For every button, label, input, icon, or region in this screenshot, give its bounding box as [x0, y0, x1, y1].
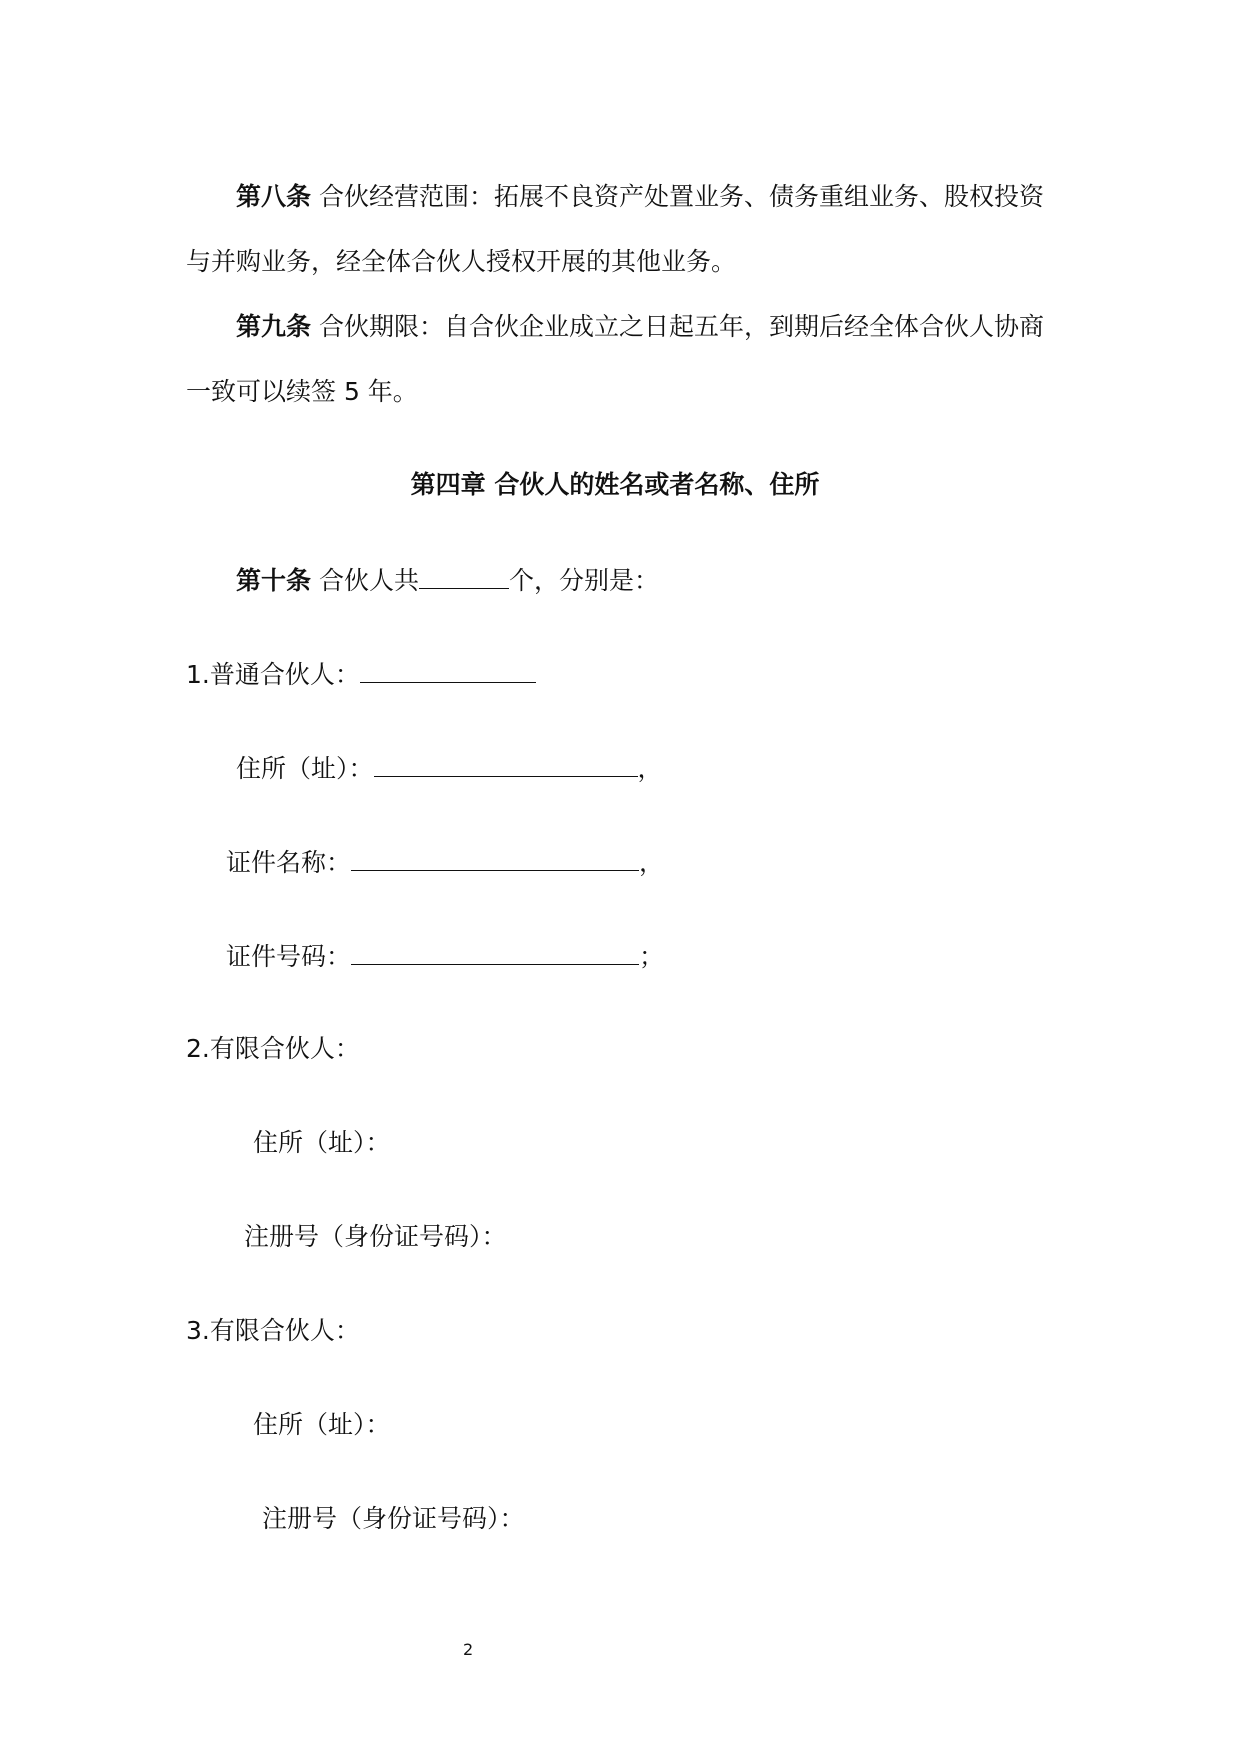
partner-1-id-number-suffix: ； [639, 942, 665, 971]
partner-count-blank [419, 562, 509, 589]
partner-3-heading: 3.有限合伙人： [186, 1316, 360, 1345]
page-number: 2 [463, 1640, 474, 1659]
article-8-text-1: 合伙经营范围：拓展不良资产处置业务、债务重组业务、股权投资 [318, 182, 1044, 211]
article-9-text-1: 合伙期限：自合伙企业成立之日起五年，到期后经全体合伙人协商 [318, 312, 1044, 341]
article-8-line-2: 与并购业务，经全体合伙人授权开展的其他业务。 [186, 247, 737, 276]
article-10-text-before: 合伙人共 [318, 566, 419, 595]
partner-3-reg-label: 注册号（身份证号码）： [262, 1504, 525, 1533]
article-10-label: 第十条 [236, 566, 312, 595]
partner-1-id-name-line [226, 844, 664, 880]
partner-1-id-number-label: 证件号码： [226, 942, 352, 971]
partner-2-reg-label: 注册号（身份证号码）： [244, 1222, 507, 1251]
partner-1-address-blank [374, 750, 638, 777]
article-8-label: 第八条 [236, 182, 312, 211]
partner-1-id-number-blank [351, 938, 639, 965]
article-9-line-2: 一致可以续签 5 年。 [186, 377, 418, 406]
partner-1-id-number-line [226, 938, 664, 974]
partner-1-name-blank [360, 656, 536, 683]
partner-1-id-name-blank [351, 844, 639, 871]
chapter-4-title: 第四章 合伙人的姓名或者名称、住所 [410, 470, 820, 499]
partner-3-address-label: 住所（址）： [253, 1410, 391, 1439]
partner-1-address-label: 住所（址）： [236, 754, 374, 783]
partner-1-id-name-label: 证件名称： [226, 848, 352, 877]
partner-1-heading: 1.普通合伙人： [186, 660, 360, 689]
article-8-line-1 [236, 180, 1044, 214]
partner-2-heading: 2.有限合伙人： [186, 1034, 360, 1063]
partner-2-address-label: 住所（址）： [253, 1128, 391, 1157]
partner-1-id-name-suffix: ， [639, 848, 665, 877]
partner-1-address-suffix: ， [637, 754, 663, 783]
partner-1-heading-line [186, 656, 536, 692]
article-10-line [236, 562, 659, 598]
partner-1-address-line [236, 750, 663, 786]
article-10-text-after: 个，分别是： [508, 566, 659, 595]
article-9-line-1 [236, 310, 1044, 344]
article-9-label: 第九条 [236, 312, 312, 341]
